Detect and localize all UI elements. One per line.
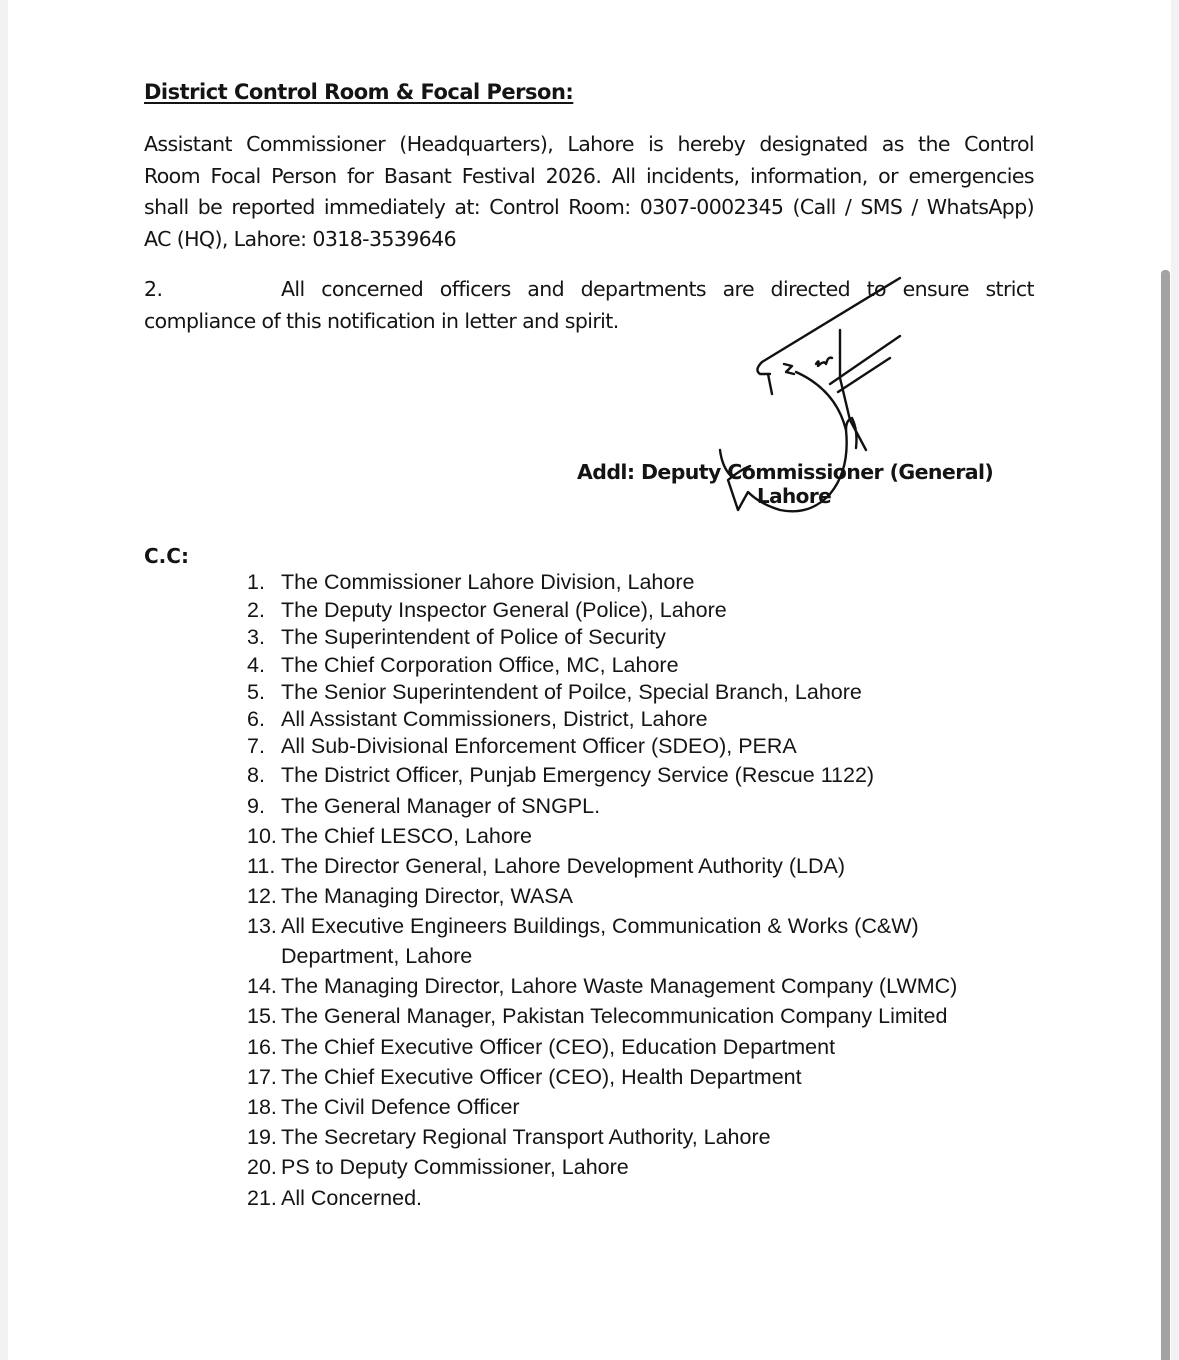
item-text: The Chief Corporation Office, MC, Lahore	[281, 653, 679, 677]
item-number: 4.	[247, 653, 265, 677]
item-text: The Deputy Inspector General (Police), Lahore	[281, 598, 727, 622]
item-number: 13.	[247, 914, 277, 938]
item-text: The Civil Defence Officer	[281, 1095, 520, 1119]
paragraph-line: AC (HQ), Lahore: 0318-3539646	[144, 226, 457, 251]
item-number: 17.	[247, 1065, 277, 1089]
control-room-paragraph	[144, 129, 1034, 255]
item-text: The Managing Director, WASA	[281, 884, 573, 908]
item-text: All Executive Engineers Buildings, Communication & Works (C&W)	[281, 914, 919, 938]
item-text: The General Manager of SNGPL.	[281, 794, 601, 818]
item-number: 8.	[247, 763, 265, 787]
item-text: The Commissioner Lahore Division, Lahore	[281, 570, 695, 594]
item-text: The District Officer, Punjab Emergency Service (Rescue 1122)	[281, 763, 875, 787]
item-text: The Managing Director, Lahore Waste Management Company (LWMC)	[281, 974, 958, 998]
item-text: All Assistant Commissioners, District, Lahore	[281, 707, 708, 731]
item-text: The Secretary Regional Transport Authority, Lahore	[281, 1125, 771, 1149]
signatory-location: Lahore	[757, 484, 832, 508]
item-text: PS to Deputy Commissioner, Lahore	[281, 1155, 629, 1179]
item-number: 11.	[247, 854, 276, 878]
section-heading: District Control Room & Focal Person:	[144, 80, 574, 104]
item-text-continued: Department, Lahore	[281, 944, 473, 968]
paragraph-line: shall be reported immediately at: Control Room: 0307-0002345 (Call / SMS / WhatsApp)	[144, 195, 1034, 219]
paragraph-line: Room Focal Person for Basant Festival 2026. All incidents, information, or emergencies	[144, 163, 1034, 188]
item-text: The Chief Executive Officer (CEO), Education Department	[281, 1035, 836, 1059]
item-text: The Chief LESCO, Lahore	[281, 824, 532, 848]
item-number: 12.	[247, 884, 277, 908]
item-number: 10.	[247, 824, 277, 848]
item-text: The Superintendent of Police of Security	[281, 625, 666, 649]
item-number: 5.	[247, 680, 265, 704]
item-number: 9.	[247, 794, 265, 818]
item-number: 18.	[247, 1095, 277, 1119]
item-number: 3.	[247, 625, 265, 649]
paragraph-line	[144, 274, 1034, 306]
signatory-title: Addl: Deputy Commissioner (General)	[577, 460, 994, 484]
item-text: The General Manager, Pakistan Telecommunication Company Limited	[281, 1004, 948, 1028]
paragraph-line: Assistant Commissioner (Headquarters), Lahore is hereby designated as the Control	[144, 132, 1034, 156]
item-text: All Concerned.	[281, 1186, 423, 1210]
item-text: The Chief Executive Officer (CEO), Health Department	[281, 1065, 802, 1089]
item-number: 20.	[247, 1155, 277, 1179]
item-number: 6.	[247, 707, 265, 731]
paragraph-number: 2.	[144, 277, 163, 301]
item-number: 16.	[247, 1035, 277, 1059]
item-text: All Sub-Divisional Enforcement Officer (SDEO), PERA	[281, 734, 797, 758]
item-number: 14.	[247, 974, 277, 998]
item-text: The Director General, Lahore Development Authority (LDA)	[281, 854, 846, 878]
item-number: 7.	[247, 734, 265, 758]
paragraph-line: compliance of this notification in letter and spirit.	[144, 308, 619, 333]
item-number: 15.	[247, 1004, 277, 1028]
paragraph-text: All concerned officers and departments are directed to ensure strict	[281, 277, 1034, 301]
item-number: 2.	[247, 598, 265, 622]
item-text: The Senior Superintendent of Poilce, Special Branch, Lahore	[281, 680, 862, 704]
cc-label: C.C:	[144, 544, 189, 568]
item-number: 19.	[247, 1125, 277, 1149]
vertical-scrollbar[interactable]	[1161, 270, 1170, 1360]
item-number: 21.	[247, 1186, 277, 1210]
compliance-paragraph	[144, 274, 1034, 337]
item-number: 1.	[247, 570, 265, 594]
